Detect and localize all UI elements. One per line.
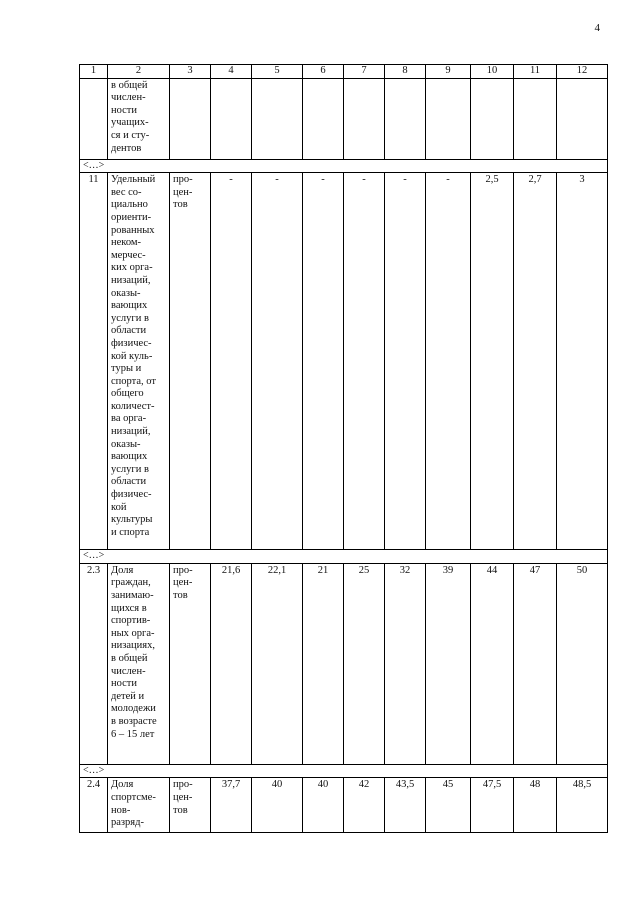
omission-row: [80, 159, 608, 173]
indicator-name-line: области: [111, 476, 147, 488]
unit-line: про-: [173, 174, 193, 186]
value-cell: 50: [557, 563, 608, 764]
indicator-name-line: ных орга-: [111, 627, 155, 639]
value-cell: -: [426, 173, 471, 550]
indicator-name-line: культуры: [111, 514, 153, 526]
unit-cell: [170, 78, 211, 159]
indicator-name-line: в общей: [111, 652, 148, 664]
indicator-name-line: разряд-: [111, 817, 144, 829]
indicator-name-line: услуги в: [111, 312, 149, 324]
column-header-3: 3: [170, 65, 211, 79]
value-cell: 48,5: [557, 778, 608, 833]
value-cell: 22,1: [252, 563, 303, 764]
value-cell: -: [252, 173, 303, 550]
value-cell: 2,7: [514, 173, 557, 550]
indicator-name-line: оказы-: [111, 438, 141, 450]
indicator-name-line: количест-: [111, 400, 155, 412]
value-cell: 42: [344, 778, 385, 833]
unit-line: про-: [173, 779, 193, 791]
column-header-4: 4: [211, 65, 252, 79]
unit-line: тов: [173, 199, 188, 211]
value-cell: 44: [471, 563, 514, 764]
indicator-name-line: ориенти-: [111, 211, 152, 223]
unit-line: цен-: [173, 577, 193, 589]
value-cell: 21,6: [211, 563, 252, 764]
indicator-name-line: дентов: [111, 142, 142, 154]
row-number: 2.4: [80, 778, 108, 833]
indicator-name-line: оказы-: [111, 287, 141, 299]
indicator-name-line: спортсме-: [111, 791, 156, 803]
value-cell: [211, 78, 252, 159]
table-body: [80, 65, 608, 833]
omission-marker: <…>: [80, 550, 608, 564]
indicator-name-line: ва орга-: [111, 413, 147, 425]
value-cell: 40: [303, 778, 344, 833]
value-cell: [385, 78, 426, 159]
indicator-name-line: низациях,: [111, 640, 155, 652]
indicator-name-line: в общей: [111, 79, 148, 91]
value-cell: 2,5: [471, 173, 514, 550]
indicator-name-line: низаций,: [111, 426, 151, 438]
indicator-name-line: ности: [111, 104, 137, 116]
indicator-name-line: Удельный: [111, 174, 156, 186]
value-cell: -: [344, 173, 385, 550]
indicator-name-line: нов-: [111, 804, 131, 816]
indicator-name-line: Доля: [111, 564, 134, 576]
indicator-name-line: ся и сту-: [111, 129, 150, 141]
indicator-name-line: циально: [111, 199, 148, 211]
indicator-name-line: неком-: [111, 237, 142, 249]
unit-cell: [170, 778, 211, 833]
indicator-name-line: услуги в: [111, 463, 149, 475]
table-row: [80, 778, 608, 833]
indicator-name-line: кой: [111, 501, 127, 513]
indicator-name-line: детей и: [111, 690, 145, 702]
header-row: [80, 65, 608, 79]
value-cell: 47: [514, 563, 557, 764]
indicator-name-line: вающих: [111, 451, 148, 463]
omission-row: [80, 550, 608, 564]
column-header-8: 8: [385, 65, 426, 79]
value-cell: [514, 78, 557, 159]
indicator-name-line: туры и: [111, 363, 142, 375]
indicator-name-line: занимаю-: [111, 589, 154, 601]
indicator-name-line: ности: [111, 678, 137, 690]
value-cell: 43,5: [385, 778, 426, 833]
value-cell: [252, 78, 303, 159]
indicator-name-line: физичес-: [111, 489, 152, 501]
column-header-9: 9: [426, 65, 471, 79]
indicator-name: [108, 778, 170, 833]
indicator-name-line: ких орга-: [111, 262, 153, 274]
value-cell: [471, 78, 514, 159]
row-number: 11: [80, 173, 108, 550]
column-header-6: 6: [303, 65, 344, 79]
indicator-name-line: спорта, от: [111, 375, 156, 387]
indicator-name-line: рованных: [111, 224, 155, 236]
indicator-name-line: числен-: [111, 665, 146, 677]
value-cell: 21: [303, 563, 344, 764]
indicator-name-line: вающих: [111, 300, 148, 312]
column-header-7: 7: [344, 65, 385, 79]
column-header-12: 12: [557, 65, 608, 79]
value-cell: 47,5: [471, 778, 514, 833]
value-cell: 45: [426, 778, 471, 833]
value-cell: -: [303, 173, 344, 550]
indicator-name-line: кой куль-: [111, 350, 153, 362]
value-cell: -: [211, 173, 252, 550]
indicator-name-line: области: [111, 325, 147, 337]
table-row: [80, 78, 608, 159]
unit-line: тов: [173, 589, 188, 601]
indicator-name-line: физичес-: [111, 337, 152, 349]
omission-marker: <…>: [80, 159, 608, 173]
column-header-10: 10: [471, 65, 514, 79]
column-header-2: 2: [108, 65, 170, 79]
indicator-name-line: в возрасте: [111, 715, 157, 727]
unit-cell: [170, 173, 211, 550]
page-number: 4: [594, 22, 600, 34]
column-header-5: 5: [252, 65, 303, 79]
indicator-name-line: общего: [111, 388, 144, 400]
value-cell: 39: [426, 563, 471, 764]
value-cell: 40: [252, 778, 303, 833]
column-header-1: 1: [80, 65, 108, 79]
indicator-name-line: 6 – 15 лет: [111, 728, 155, 740]
indicator-name-line: щихся в: [111, 602, 147, 614]
value-cell: [557, 78, 608, 159]
omission-row: [80, 764, 608, 778]
unit-line: про-: [173, 564, 193, 576]
unit-line: цен-: [173, 186, 193, 198]
omission-marker: <…>: [80, 764, 608, 778]
unit-line: тов: [173, 804, 188, 816]
indicator-name-line: молодежи: [111, 703, 156, 715]
row-number: [80, 78, 108, 159]
value-cell: 32: [385, 563, 426, 764]
value-cell: 48: [514, 778, 557, 833]
value-cell: [426, 78, 471, 159]
indicator-name-line: числен-: [111, 92, 146, 104]
value-cell: 25: [344, 563, 385, 764]
indicator-name-line: Доля: [111, 779, 134, 791]
unit-cell: [170, 563, 211, 764]
indicator-name-line: и спорта: [111, 526, 150, 538]
indicator-name-line: учащих-: [111, 117, 149, 129]
value-cell: 3: [557, 173, 608, 550]
indicator-name-line: граждан,: [111, 577, 151, 589]
row-number: 2.3: [80, 563, 108, 764]
indicator-name: [108, 78, 170, 159]
indicator-name-line: спортив-: [111, 615, 151, 627]
table-row: [80, 173, 608, 550]
indicators-table: [79, 64, 608, 833]
value-cell: -: [385, 173, 426, 550]
indicator-name-line: вес со-: [111, 186, 142, 198]
indicator-name: [108, 563, 170, 764]
indicator-name: [108, 173, 170, 550]
unit-line: цен-: [173, 791, 193, 803]
indicator-name-line: низаций,: [111, 274, 151, 286]
value-cell: [344, 78, 385, 159]
indicator-name-line: мерчес-: [111, 249, 146, 261]
value-cell: 37,7: [211, 778, 252, 833]
value-cell: [303, 78, 344, 159]
column-header-11: 11: [514, 65, 557, 79]
table-row: [80, 563, 608, 764]
